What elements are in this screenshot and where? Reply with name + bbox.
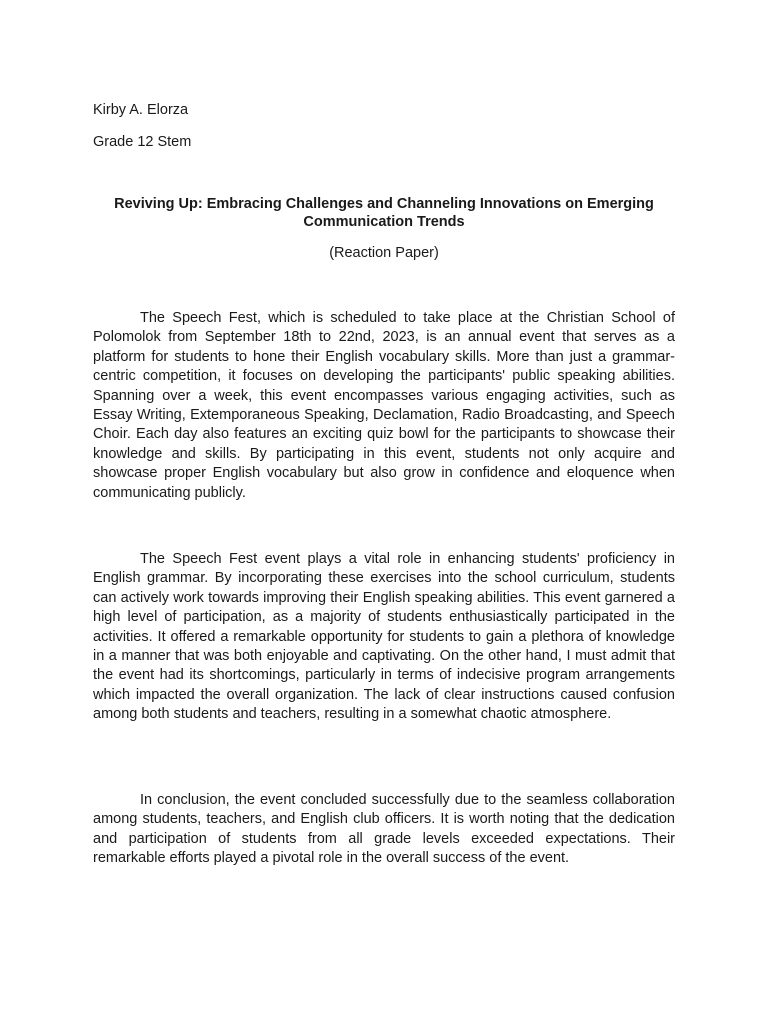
document-title: Reviving Up: Embracing Challenges and Channeling Innovations on Emerging Communication Trends	[114, 196, 654, 230]
paragraph-introduction: The Speech Fest, which is scheduled to take place at the Christian School of Polomolok from September 18th to 22nd, 2023, is an annual event that serves as a platform for students to hone their English vocabulary skills. More than just a grammar-centric competition, it focuses on developing the participants' public speaking abilities. Spanning over a week, this event encompasses various engaging activities, such as Essay Writing, Extemporaneous Speaking, Declamation, Radio Broadcasting, and Speech Choir. Each day also features an exciting quiz bowl for the participants to showcase their knowledge and skills. By participating in this event, students not only acquire and showcase proper English vocabulary but also grow in confidence and eloquence when communicating publicly.	[93, 310, 675, 501]
document-subtitle: (Reaction Paper)	[329, 245, 439, 261]
paragraph-body: The Speech Fest event plays a vital role in enhancing students' proficiency in English grammar. By incorporating these exercises into the school curriculum, students can actively work towards improving their English speaking abilities. This event garnered a high level of participation, as a majority of students enthusiastically participated in the activities. It offered a remarkable opportunity for students to gain a plethora of knowledge in a manner that was both enjoyable and captivating. On the other hand, I must admit that the event had its shortcomings, particularly in terms of indecisive program arrangements which impacted the overall organization. The lack of clear instructions caused confusion among both students and teachers, resulting in a somewhat chaotic atmosphere.	[93, 551, 675, 723]
grade-level: Grade 12 Stem	[93, 134, 192, 150]
author-name: Kirby A. Elorza	[93, 102, 189, 118]
paragraph-conclusion: In conclusion, the event concluded successfully due to the seamless collaboration among students, teachers, and English club officers. It is worth noting that the dedication and participation of students from all grade levels exceeded expectations. Their remarkable efforts played a pivotal role in the overall success of the event.	[93, 792, 675, 867]
